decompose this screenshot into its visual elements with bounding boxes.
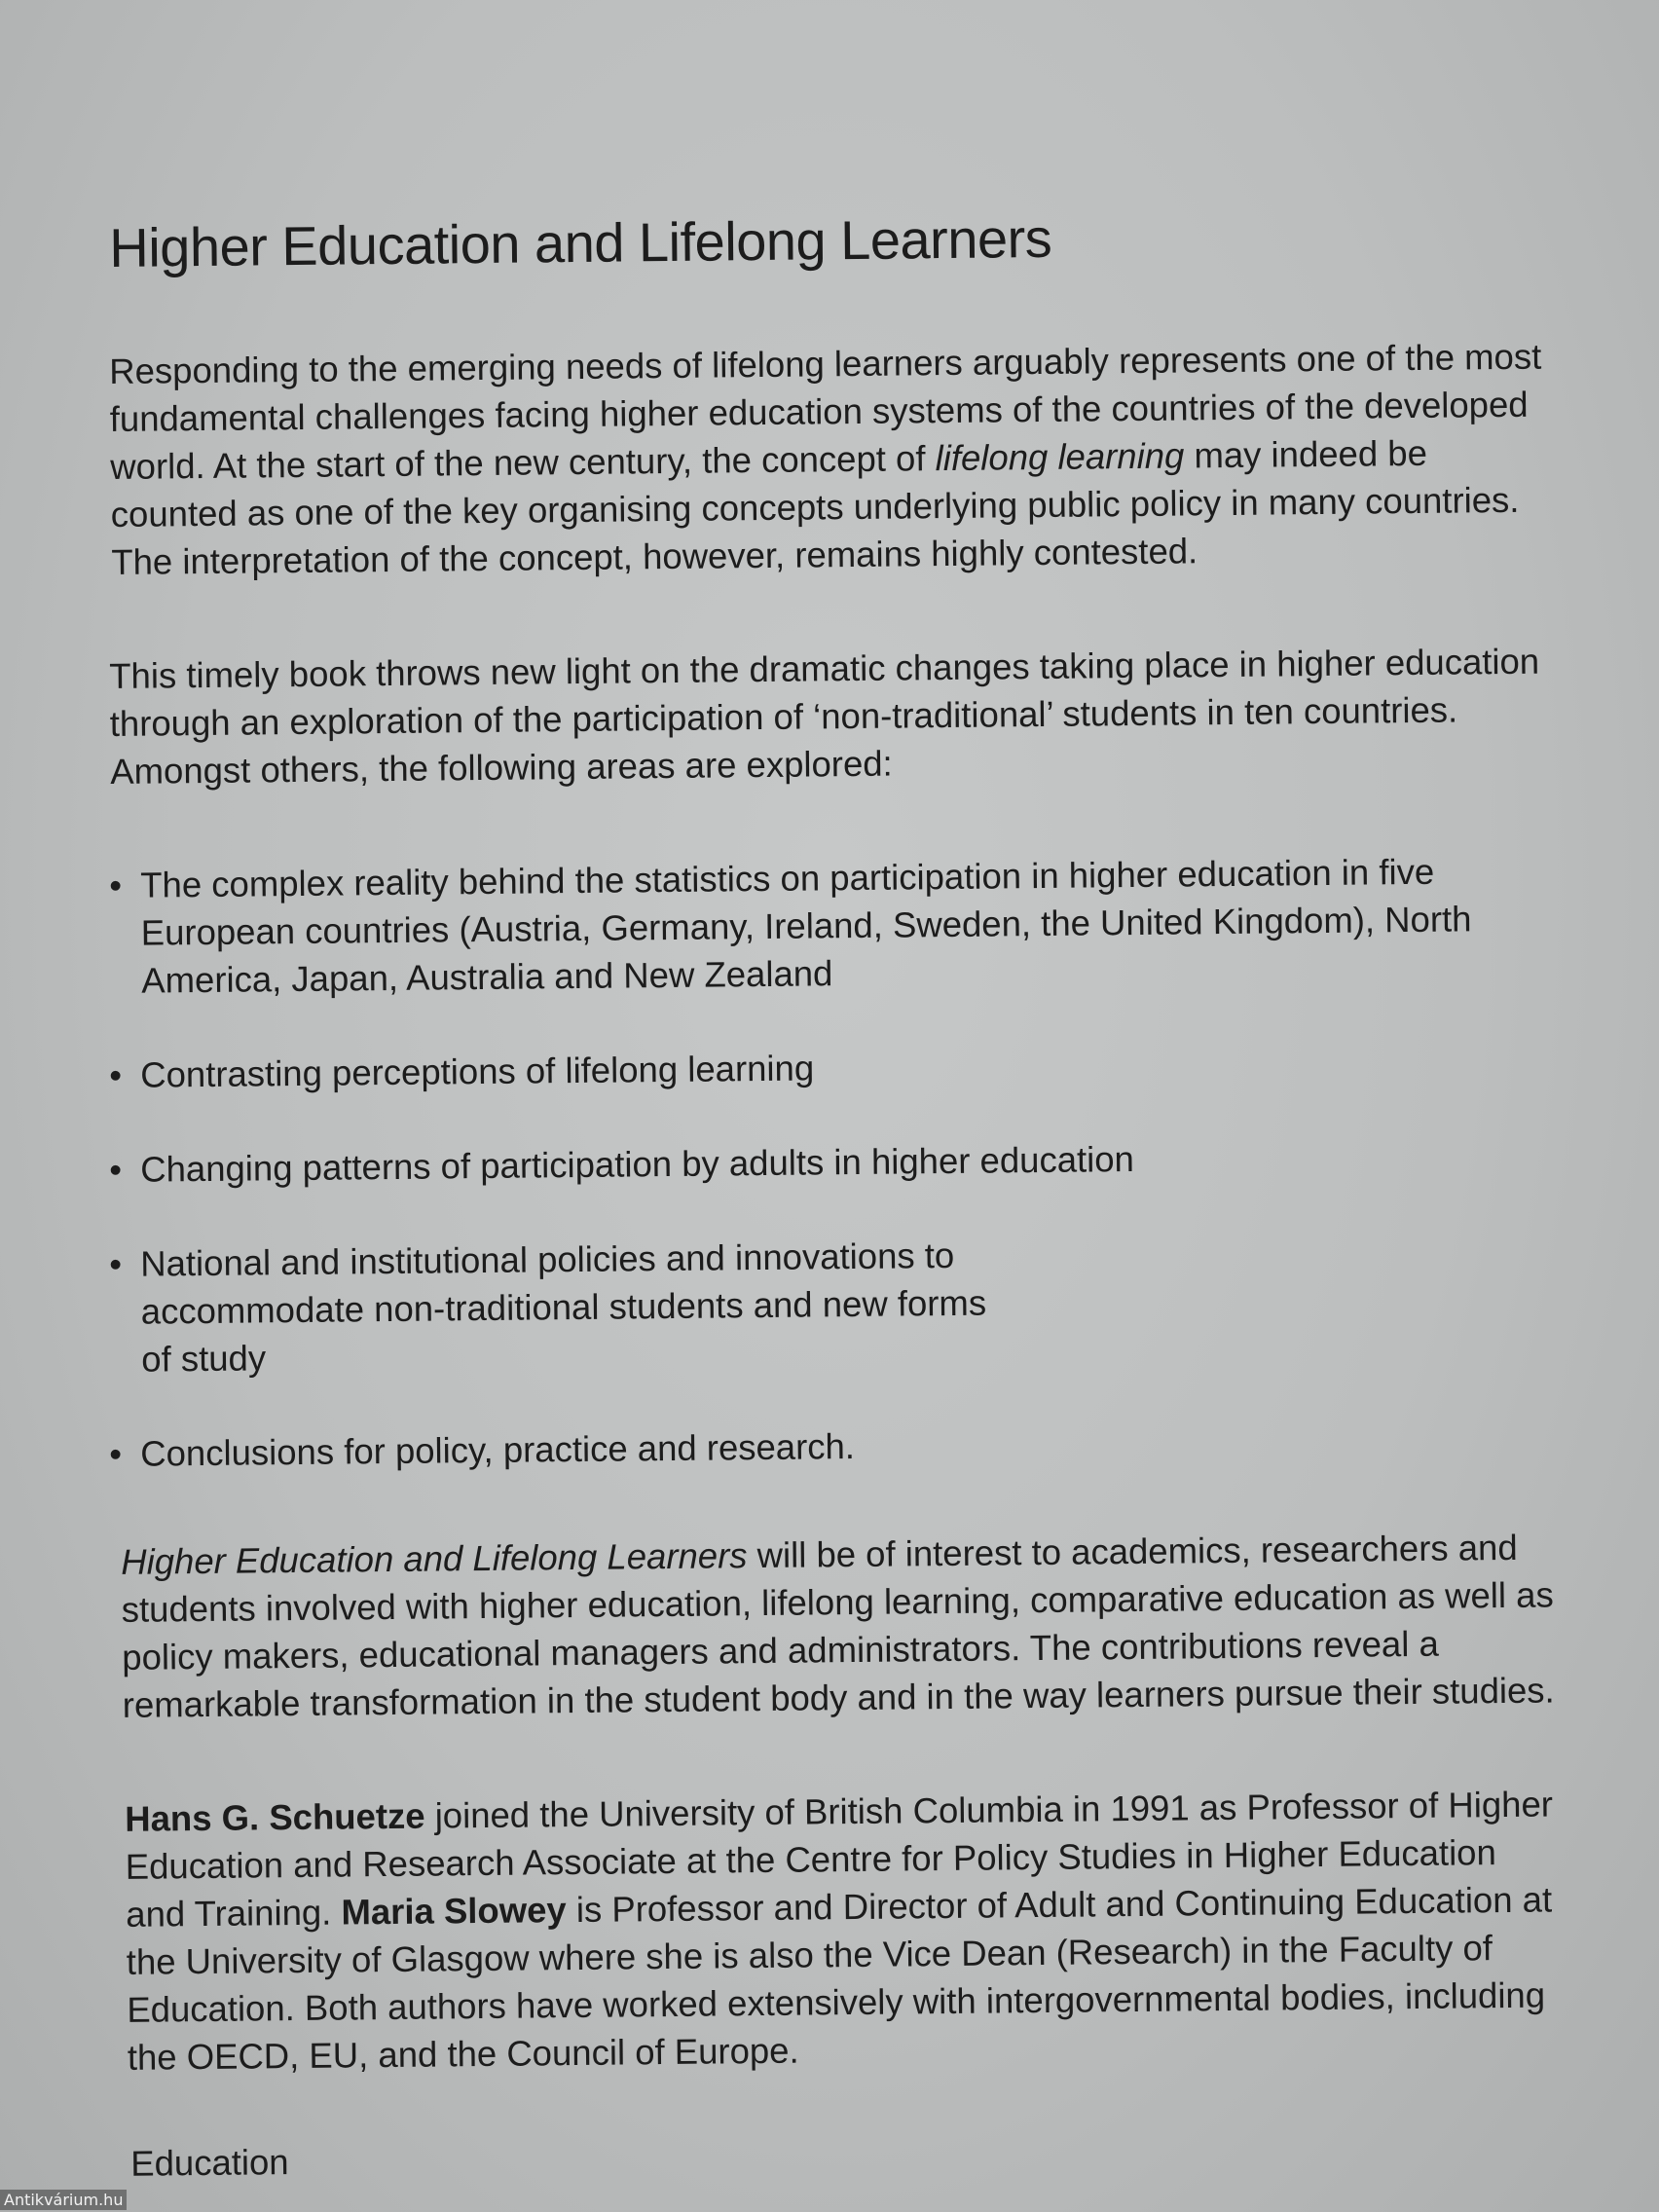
intro-text-start: Responding to the emerging needs of lifelong learners arguably represents one of the most fundamental challenges facing higher education systems of the countries of the developed world. At the start of the new century, the concept of [109,336,1542,487]
subject-category: Education [130,2142,289,2184]
intro-paragraph [109,332,1562,586]
authors-paragraph [109,1780,1563,2082]
audience-paragraph [109,1523,1562,1729]
book-back-cover [109,206,1560,2188]
list-item [109,1225,1561,1383]
intro-italic-term: lifelong learning [935,435,1185,479]
explored-areas-list [109,851,1560,1478]
book-title-italic: Higher Education and Lifelong Learners [121,1535,748,1582]
author-bio-1: joined the University of British Columbia in 1991 as Professor of Higher Education and Research Associate at the Centre for Policy Studies in Higher Education and Training. [125,1784,1554,1935]
list-item [109,846,1561,1005]
bullet-icon: • [109,1149,123,1190]
bullet-icon: • [109,865,123,905]
author-name-2: Maria Slowey [341,1890,567,1933]
book-title: Higher Education and Lifelong Learners [109,206,1052,278]
list-item-text: Contrasting perceptions of lifelong learning [140,1048,815,1095]
list-item-text: Changing patterns of participation by adults in higher education [140,1138,1135,1190]
list-item [109,1130,1560,1194]
intro-text-end: may indeed be counted as one of the key organising concepts underlying public policy in many countries. The interpretation of the concept, however, remains highly contested. [110,432,1520,582]
bullet-icon: • [109,1433,123,1474]
book-summary-paragraph: This timely book throws new light on the dramatic changes taking place in higher education through an exploration of the participation of ‘non-traditional’ students in ten countries. Amongst others, the following areas are explored: [109,641,1540,792]
author-name-1: Hans G. Schuetze [125,1795,425,1839]
watermark: Antikvárium.hu [0,2190,127,2210]
bullet-icon: • [109,1054,123,1095]
list-item-text: The complex reality behind the statistics on participation in higher education in five European countries (Austria, Germany, Ireland, Sweden, the United Kingdom), North America, Japan, Australia and New Zealand [140,851,1472,1001]
list-item-text: Conclusions for policy, practice and research. [140,1425,856,1474]
bullet-icon: • [109,1243,123,1284]
author-bio-2: is Professor and Director of Adult and Continuing Education at the University of Glasgow where she is also the Vice Dean (Research) in the Faculty of Education. Both authors have worked extensively with intergovernmental bodies, including the OECD, EU, and the Council of Europe. [126,1879,1553,2078]
audience-text: will be of interest to academics, researchers and students involved with higher education, lifelong learning, comparative education as well as policy makers, educational managers and administrators. The contributions reveal a remarkable transformation in the student body and in the way learners pursue their studies. [121,1527,1555,1725]
list-item-text: National and institutional policies and innovations to accommodate non-traditional students and new forms of study [140,1235,987,1380]
list-item [109,1415,1560,1478]
list-item [109,1036,1560,1099]
